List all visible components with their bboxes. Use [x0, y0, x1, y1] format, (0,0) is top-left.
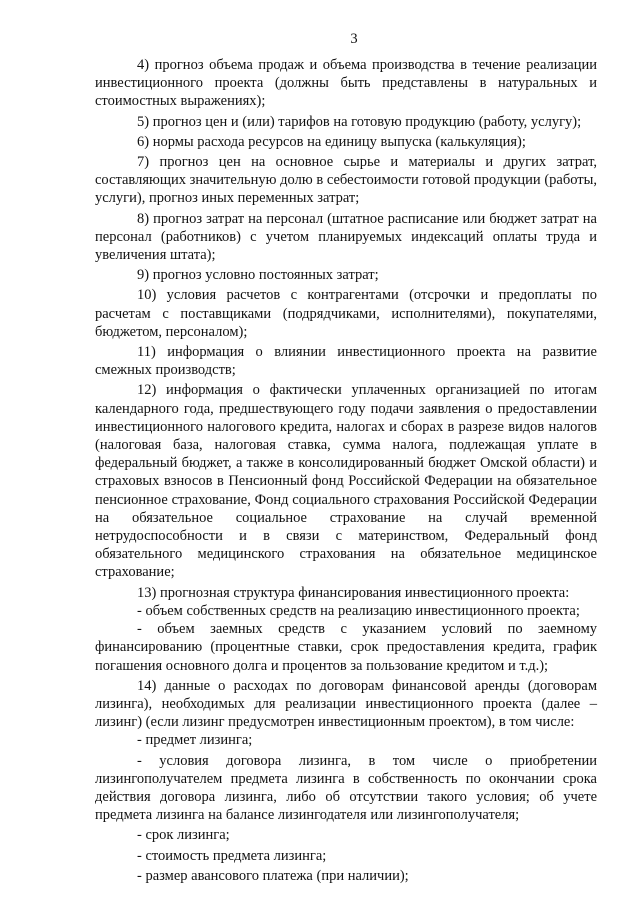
- list-item-leasing-cost: - стоимость предмета лизинга;: [137, 847, 327, 864]
- paragraph-item-6: 6) нормы расхода ресурсов на единицу выпуска (калькуляция);: [137, 133, 526, 150]
- paragraph-item-10: 10) условия расчетов с контрагентами (отсрочки и предоплаты по расчетам с поставщиками (подрядчиками, исполнителями), покупателями, бюджетом, персоналом);: [95, 287, 597, 340]
- list-item-own-funds: - объем собственных средств на реализацию инвестиционного проекта;: [137, 602, 580, 619]
- paragraph-item-11: 11) информация о влиянии инвестиционного проекта на развитие смежных производств;: [95, 344, 597, 379]
- paragraph-item-5: 5) прогноз цен и (или) тарифов на готовую продукцию (работу, услугу);: [137, 113, 582, 130]
- list-item-leasing-conditions: - условия договора лизинга, в том числе о приобретении лизингополучателем предмета лизинга в собственность по окончании срока действия договора лизинга, либо об отсутствии такого условия; об учете предмета лизинга на балансе лизингодателя или лизингополучателя;: [95, 752, 597, 824]
- document-body: [95, 56, 597, 885]
- paragraph-item-12: 12) информация о фактически уплаченных организацией по итогам календарного года, предшествующего году подачи заявления о предоставлении инвестиционного налогового кредита, налогах и сборах в разрезе видов налогов (налоговая база, налоговая ставка, сумма налога, подлежащая уплате в федеральный бюджет, а также в консолидированный бюджет Омской области) и страховых взносов в Пенсионный фонд Российской Федерации на обязательное пенсионное страхование, Фонд социального страхования Российской Федерации на обязательное социальное страхование на случай временной нетрудоспособности и в связи с материнством, Федеральный фонд обязательного медицинского страхования на обязательное медицинское страхование;: [95, 382, 597, 581]
- paragraph-item-4: 4) прогноз объема продаж и объема производства в течение реализации инвестиционного проекта (должны быть представлены в натуральных и стоимостных выражениях);: [95, 57, 597, 110]
- list-item-leasing-subject: - предмет лизинга;: [137, 732, 253, 749]
- paragraph-item-14: 14) данные о расходах по договорам финансовой аренды (договорам лизинга), необходимых для реализации инвестиционного проекта (далее – лизинг) (если лизинг предусмотрен инвестиционным проектом), в том числе:: [95, 677, 597, 731]
- list-item-advance-payment: - размер авансового платежа (при наличии);: [137, 867, 409, 884]
- list-item-leasing-term: - срок лизинга;: [137, 827, 230, 844]
- paragraph-item-7: 7) прогноз цен на основное сырье и материалы и других затрат, составляющих значительную долю в себестоимости готовой продукции (работы, услуги), прогноз иных переменных затрат;: [95, 154, 597, 207]
- list-item-borrowed-funds: - объем заемных средств с указанием условий по заемному финансированию (процентные ставки, срок предоставления кредита, график погашения основного долга и процентов за пользование кредитом и т.д.);: [95, 621, 597, 674]
- paragraph-item-8: 8) прогноз затрат на персонал (штатное расписание или бюджет затрат на персонал (работников) с учетом планируемых индексаций оплаты труда и увеличения штата);: [95, 210, 597, 264]
- page-number: 3: [350, 31, 358, 47]
- paragraph-item-13: 13) прогнозная структура финансирования инвестиционного проекта:: [137, 584, 570, 601]
- paragraph-item-9: 9) прогноз условно постоянных затрат;: [137, 267, 379, 284]
